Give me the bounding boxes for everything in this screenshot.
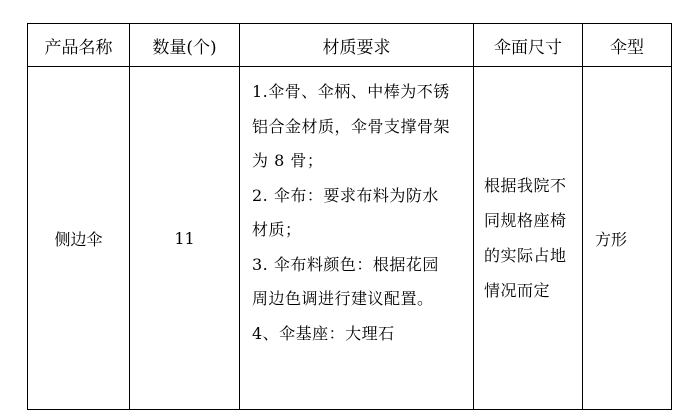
header-umbrella-type: 伞型 <box>583 24 672 67</box>
cell-material <box>240 67 474 410</box>
header-quantity: 数量(个) <box>130 24 240 67</box>
canopy-size-line: 情况而定 <box>484 281 551 300</box>
header-material: 材质要求 <box>240 24 474 67</box>
material-line: 3. 伞布料颜色：根据花园 <box>252 254 439 274</box>
header-product-name: 产品名称 <box>28 24 130 67</box>
cell-product-name: 侧边伞 <box>28 67 130 410</box>
spec-table <box>27 23 672 410</box>
material-line: 为 8 骨； <box>252 151 324 170</box>
table-row <box>28 67 672 410</box>
canopy-size-line: 同规格座椅 <box>484 211 567 230</box>
cell-umbrella-type: 方形 <box>583 67 672 410</box>
material-line: 1.伞骨、伞柄、中棒为不锈 <box>252 82 450 101</box>
material-line: 周边色调进行建议配置。 <box>252 289 434 308</box>
material-line: 铝合金材质，伞骨支撑骨架 <box>252 116 451 136</box>
cell-canopy-size <box>474 67 583 410</box>
header-canopy-size: 伞面尺寸 <box>474 24 583 67</box>
material-line: 4、伞基座：大理石 <box>252 323 395 343</box>
canopy-size-line: 的实际占地 <box>484 246 567 265</box>
canopy-size-line: 根据我院不 <box>484 176 567 195</box>
cell-quantity: 11 <box>130 67 240 410</box>
material-line: 材质； <box>252 220 302 239</box>
material-line: 2. 伞布：要求布料为防水 <box>252 185 439 205</box>
header-row <box>28 24 672 67</box>
